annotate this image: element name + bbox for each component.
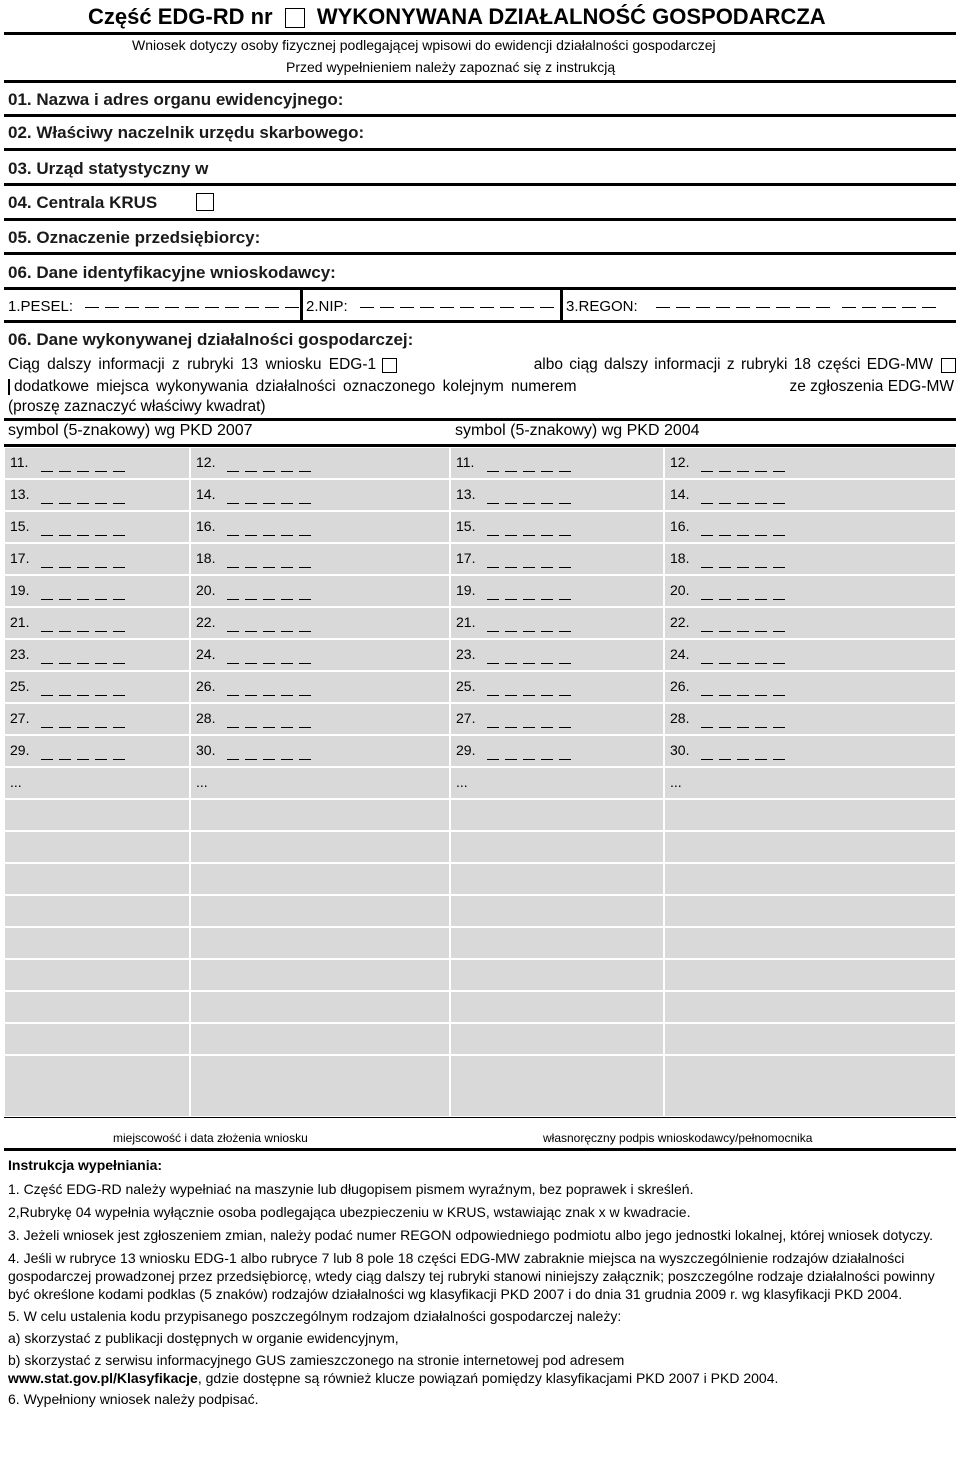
pkd-code-slots [227,686,317,702]
pesel-label: 1.PESEL: [8,298,74,315]
pkd-code-cell[interactable] [190,671,450,703]
pkd-code-cell[interactable] [664,671,956,703]
pesel-field[interactable] [8,298,305,315]
pkd-code-cell[interactable] [450,447,664,479]
continuation-line-3: (proszę zaznaczyć właściwy kwadrat) [8,398,266,415]
pkd-code-cell[interactable] [664,639,956,671]
pkd-code-cell[interactable] [190,959,450,991]
field-krus [8,193,157,213]
text-cursor-mark [8,379,10,395]
pkd-code-cell[interactable] [190,895,450,927]
pkd-code-cell[interactable] [4,1023,190,1055]
form-title [88,4,826,30]
instruction-5b: b) skorzystać z serwisu informacyjnego GUS zamieszczonego na stronie internetowej pod adresem [8,1352,625,1368]
pkd-code-cell[interactable] [4,511,190,543]
pkd-code-cell[interactable] [4,959,190,991]
instruction-6: 6. Wypełniony wniosek należy podpisać. [8,1391,259,1407]
pkd-code-slots [487,718,577,734]
pkd-code-cell[interactable] [4,863,190,895]
pkd-code-slots [487,590,577,606]
pkd-row-number: 15. [10,518,30,534]
pkd-code-slots [701,750,791,766]
pkd-row-number: 17. [456,550,476,566]
additional-locations-label: dodatkowe miejsca wykonywania działalności oznaczonego kolejnym numerem [14,378,577,395]
pkd-code-cell[interactable] [190,927,450,959]
pkd-code-cell[interactable] [190,1023,450,1055]
pkd-code-grid [4,447,956,1117]
pkd-code-slots [701,622,791,638]
signature-caption: własnoręczny podpis wnioskodawcy/pełnomocnika [543,1131,813,1145]
instruction-1: 1. Część EDG-RD należy wypełniać na maszynie lub długopisem pismem wyraźnym, bez poprawek i skreśleń. [8,1181,694,1197]
subtitle-instructions-note: Przed wypełnieniem należy zapoznać się z instrukcją [286,59,616,75]
instruction-5: 5. W celu ustalenia kodu przypisanego poszczególnym rodzajom działalności gospodarczej należy: [8,1308,622,1324]
pkd-code-cell[interactable] [4,831,190,863]
pkd-row-number: 21. [456,614,476,630]
pkd-row-number: 26. [670,678,690,694]
pkd-code-cell[interactable] [190,799,450,831]
instruction-3: 3. Jeżeli wniosek jest zgłoszeniem zmian, należy podać numer REGON odpowiedniego podmiotu albo jego jednostki lokalnej, której wniosek dotyczy. [8,1227,933,1243]
pkd-code-cell[interactable] [4,575,190,607]
pkd-code-slots [227,622,317,638]
pkd-row-number: 14. [670,486,690,502]
pkd-row-number: 23. [10,646,30,662]
pkd-code-slots [41,590,131,606]
gus-classification-link[interactable]: www.stat.gov.pl/Klasyfikacje [8,1370,198,1386]
pkd-code-slots [227,590,317,606]
pkd-code-cell[interactable] [4,767,190,799]
pkd-code-slots [227,462,317,478]
nip-label: 2.NIP: [306,298,348,315]
pkd-row-number: 16. [196,518,216,534]
pkd-row-number: 27. [456,710,476,726]
pkd-row-number: ... [196,774,208,790]
pkd-row-number: 13. [456,486,476,502]
pkd-code-cell[interactable] [664,447,956,479]
continuation-line-2 [8,378,954,396]
pkd-code-cell[interactable] [664,703,956,735]
pkd-code-slots [701,526,791,542]
pkd-code-cell[interactable] [664,831,956,863]
krus-checkbox[interactable] [196,193,214,211]
pkd-code-cell[interactable] [450,703,664,735]
pkd-code-cell[interactable] [190,543,450,575]
pkd-code-slots [41,526,131,542]
pkd-code-cell[interactable] [664,799,956,831]
pkd-code-cell[interactable] [190,479,450,511]
pkd-code-cell[interactable] [664,895,956,927]
pkd-code-slots [227,750,317,766]
instruction-5a: a) skorzystać z publikacji dostępnych w organie ewidencyjnym, [8,1330,399,1346]
pkd-row-number: 11. [10,454,29,470]
pkd-code-slots [41,718,131,734]
pkd-row-number: 25. [10,678,30,694]
pkd-code-cell[interactable] [664,511,956,543]
pkd-row-number: 19. [456,582,476,598]
pkd-code-cell[interactable] [664,991,956,1023]
edgmw-checkbox[interactable] [941,358,956,373]
pkd-row-number: 20. [196,582,216,598]
pkd-code-slots [41,494,131,510]
pkd-code-slots [41,462,131,478]
pkd-row-number: 24. [196,646,216,662]
pkd-code-slots [487,686,577,702]
pkd-code-cell[interactable] [450,927,664,959]
pkd-code-slots [487,558,577,574]
pkd-code-slots [41,686,131,702]
pkd-code-cell[interactable] [664,479,956,511]
field-applicant-identification: 06. Dane identyfikacyjne wnioskodawcy: [8,263,336,282]
subtitle-applicant-info: Wniosek dotyczy osoby fizycznej podlegającej wpisowi do ewidencji działalności gospodarczej [132,37,716,53]
pkd-row-number: 24. [670,646,690,662]
pkd-code-cell[interactable] [450,543,664,575]
pkd-code-cell[interactable] [190,991,450,1023]
pkd-row-number: 30. [196,742,216,758]
pkd-code-cell[interactable] [664,735,956,767]
pkd-row-number: 13. [10,486,30,502]
pkd-code-cell[interactable] [4,927,190,959]
krus-label: 04. Centrala KRUS [8,193,158,212]
instruction-5c-rest: , gdzie dostępne są również klucze powiązań pomiędzy klasyfikacjami PKD 2007 i PKD 2004. [197,1370,779,1386]
pkd-code-cell[interactable] [450,991,664,1023]
pkd-code-cell[interactable] [4,607,190,639]
pkd-row-number: 12. [670,454,690,470]
pkd-code-cell[interactable] [450,831,664,863]
pkd-code-slots [487,526,577,542]
field-entrepreneur-designation: 05. Oznaczenie przedsiębiorcy: [8,228,261,247]
pkd-code-cell[interactable] [450,895,664,927]
pkd-code-cell[interactable] [4,479,190,511]
pkd2007-column-header: symbol (5-znakowy) wg PKD 2007 [8,422,253,439]
pkd-code-slots [41,654,131,670]
pkd-row-number: 15. [456,518,476,534]
additional-locations-text [8,378,577,396]
pkd-code-cell[interactable] [190,607,450,639]
pkd-code-slots [701,686,791,702]
pkd-code-cell[interactable] [4,991,190,1023]
place-date-caption: miejscowość i data złożenia wniosku [113,1131,308,1145]
title-number-checkbox[interactable] [285,8,305,28]
pkd-row-number: 29. [10,742,30,758]
pkd-code-cell[interactable] [450,1055,664,1117]
pkd-row-number: 17. [10,550,30,566]
title-activity-label: WYKONYWANA DZIAŁALNOŚĆ GOSPODARCZA [316,4,826,29]
instruction-5c [8,1369,954,1387]
pkd-code-slots [701,654,791,670]
pkd-code-slots [227,718,317,734]
pkd-code-slots [701,718,791,734]
pkd-code-cell[interactable] [664,959,956,991]
pkd-row-number: 28. [196,710,216,726]
pkd-code-cell[interactable] [4,543,190,575]
pkd-code-slots [701,590,791,606]
pkd2004-column-header: symbol (5-znakowy) wg PKD 2004 [455,422,700,439]
pkd-code-cell[interactable] [190,735,450,767]
instructions [8,1156,954,1408]
pkd-code-cell[interactable] [190,703,450,735]
title-part-label: Część EDG-RD nr [88,4,273,29]
pkd-row-number: 21. [10,614,30,630]
pkd-code-slots [41,622,131,638]
field-business-activity-data: 06. Dane wykonywanej działalności gospodarczej: [8,330,414,349]
pkd-row-number: 14. [196,486,216,502]
pkd-row-number: 18. [670,550,690,566]
pkd-code-cell[interactable] [450,671,664,703]
pkd-code-slots [227,654,317,670]
pkd-row-number: 27. [10,710,30,726]
pkd-code-slots [487,654,577,670]
pkd-code-cell[interactable] [190,767,450,799]
instruction-2: 2,Rubrykę 04 wypełnia wyłącznie osoba podlegająca ubezpieczeniu w KRUS, wstawiając znak x w kwadracie. [8,1204,691,1220]
pkd-code-cell[interactable] [664,1055,956,1117]
pkd-code-cell[interactable] [664,575,956,607]
pkd-row-number: 18. [196,550,216,566]
pkd-row-number: ... [670,774,682,790]
pkd-code-cell[interactable] [450,799,664,831]
pkd-row-number: 26. [196,678,216,694]
pkd-code-slots [41,558,131,574]
pkd-code-cell[interactable] [664,767,956,799]
pkd-code-slots [701,462,791,478]
edg1-checkbox[interactable] [382,358,397,373]
pkd-code-cell[interactable] [664,863,956,895]
pkd-row-number: 20. [670,582,690,598]
pkd-code-cell[interactable] [190,639,450,671]
pkd-row-number: 22. [670,614,690,630]
pkd-code-cell[interactable] [450,959,664,991]
pkd-code-cell[interactable] [190,831,450,863]
pkd-code-cell[interactable] [4,895,190,927]
pkd-row-number: 28. [670,710,690,726]
pkd-code-cell[interactable] [4,671,190,703]
pkd-code-cell[interactable] [664,1023,956,1055]
pkd-row-number: 11. [456,454,475,470]
pkd-code-slots [701,558,791,574]
pkd-code-cell[interactable] [4,639,190,671]
pkd-code-cell[interactable] [450,735,664,767]
pkd-code-slots [701,494,791,510]
edgmw-report-text: ze zgłoszenia EDG-MW [789,378,954,395]
instructions-title: Instrukcja wypełniania: [8,1157,163,1173]
pkd-code-cell[interactable] [450,1023,664,1055]
pkd-code-cell[interactable] [664,927,956,959]
pkd-code-slots [487,494,577,510]
pkd-code-cell[interactable] [450,511,664,543]
pkd-code-cell[interactable] [450,639,664,671]
pkd-code-cell[interactable] [450,863,664,895]
pkd-code-cell[interactable] [664,607,956,639]
nip-field[interactable] [306,298,560,315]
pkd-code-cell[interactable] [450,607,664,639]
regon-field[interactable] [566,298,942,315]
instruction-4: 4. Jeśli w rubryce 13 wniosku EDG-1 albo rubryce 7 lub 8 pole 18 części EDG-MW zabraknie miejsca na wyszczególnienie rodzajów działalności gospodarczej prowadzonej przez przedsiębiorcę, wtedy ciąg dalszy tej rubryki stanowi niniejszy załącznik; poszczególne rodzaje działalności powinny być określone kodami podklas (5 znaków) rodzajów działalności wg klasyfikacji PKD 2007 i do dnia 31 grudnia 2009 r. wg klasyfikacji PKD 2004. [8,1250,935,1302]
pkd-code-slots [487,750,577,766]
pkd-code-cell[interactable] [190,1055,450,1117]
pkd-code-cell[interactable] [190,863,450,895]
pkd-code-cell[interactable] [4,799,190,831]
field-registration-authority: 01. Nazwa i adres organu ewidencyjnego: [8,90,344,109]
continuation-edgmw-text: albo ciąg dalszy informacji z rubryki 18 części EDG-MW [533,356,933,373]
pkd-code-cell[interactable] [190,575,450,607]
continuation-line-1 [8,356,956,374]
pkd-code-slots [487,622,577,638]
pkd-row-number: 30. [670,742,690,758]
pkd-code-slots [41,750,131,766]
pkd-code-cell[interactable] [664,543,956,575]
pkd-code-cell[interactable] [4,447,190,479]
pkd-code-slots [487,462,577,478]
pkd-row-number: 23. [456,646,476,662]
pkd-code-slots [227,526,317,542]
pkd-code-cell[interactable] [190,447,450,479]
pkd-row-number: 16. [670,518,690,534]
pkd-code-cell[interactable] [4,1055,190,1117]
field-tax-office: 02. Właściwy naczelnik urzędu skarbowego: [8,123,365,142]
pkd-code-cell[interactable] [190,511,450,543]
pkd-code-slots [227,558,317,574]
pkd-row-number: 29. [456,742,476,758]
pkd-code-slots [227,494,317,510]
pkd-row-number: 22. [196,614,216,630]
pkd-code-cell[interactable] [4,735,190,767]
continuation-edg1-text: Ciąg dalszy informacji z rubryki 13 wniosku EDG-1 [8,356,377,373]
pkd-row-number: 12. [196,454,216,470]
pkd-code-cell[interactable] [450,479,664,511]
pkd-row-number: 19. [10,582,30,598]
field-statistical-office: 03. Urząd statystyczny w [8,159,209,178]
pkd-row-number: ... [456,774,468,790]
pkd-code-cell[interactable] [450,575,664,607]
pkd-row-number: ... [10,774,22,790]
pkd-code-cell[interactable] [4,703,190,735]
pkd-row-number: 25. [456,678,476,694]
regon-label: 3.REGON: [566,298,638,315]
pkd-code-cell[interactable] [450,767,664,799]
